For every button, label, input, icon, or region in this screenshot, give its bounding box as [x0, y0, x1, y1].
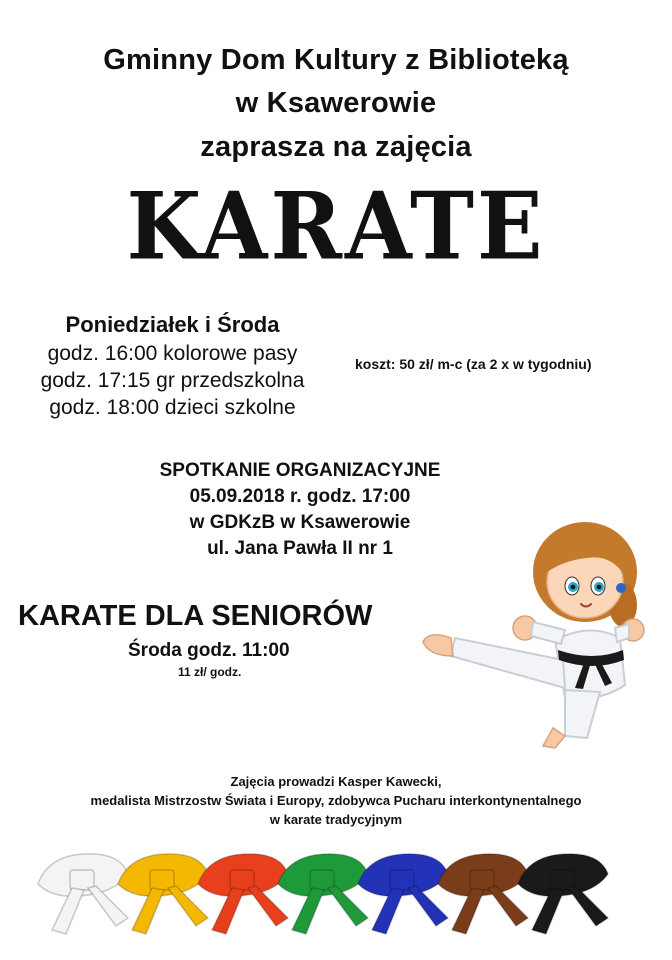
header-line-3: zaprasza na zajęcia: [200, 131, 472, 163]
karate-belts-icon: [30, 842, 642, 938]
cost-info: koszt: 50 zł/ m-c (za 2 x w tygodniu): [355, 356, 592, 372]
bent-leg: [565, 690, 600, 738]
schedule-slot: godz. 17:15 gr przedszkolna: [40, 369, 305, 392]
instructor-line-2: medalista Mistrzostw Świata i Europy, zdobywca Pucharu interkontynentalnego: [90, 793, 582, 808]
belt: [438, 854, 528, 934]
seniors-title: KARATE DLA SENIORÓW: [18, 600, 373, 632]
header-line-1: Gminny Dom Kultury z Biblioteką: [103, 44, 569, 76]
belt: [518, 854, 608, 934]
instructor-info: [0, 772, 672, 829]
belt: [198, 854, 288, 934]
meeting-date: 05.09.2018 r. godz. 17:00: [189, 486, 411, 507]
schedule: [0, 310, 345, 421]
belt: [38, 854, 128, 934]
kicking-leg: [451, 638, 565, 688]
schedule-slot: godz. 18:00 dzieci szkolne: [49, 396, 296, 419]
karate-girl-icon: [415, 510, 660, 755]
belt: [358, 854, 448, 934]
schedule-days: Poniedziałek i Środa: [65, 312, 280, 337]
foot: [423, 635, 453, 656]
seniors-price: 11 zł/ godz.: [178, 665, 242, 679]
meeting-street: ul. Jana Pawła II nr 1: [207, 538, 393, 559]
instructor-line-1: Zajęcia prowadzi Kasper Kawecki,: [230, 774, 442, 789]
belt: [278, 854, 368, 934]
schedule-slot: godz. 16:00 kolorowe pasy: [47, 342, 298, 365]
meeting-place: w GDKzB w Ksawerowie: [189, 512, 411, 533]
meeting-title: SPOTKANIE ORGANIZACYJNE: [159, 460, 441, 481]
karate-title: KARATE: [126, 171, 546, 281]
seniors-time: Środa godz. 11:00: [128, 640, 290, 661]
header-line-2: w Ksawerowie: [235, 87, 437, 119]
belt: [118, 854, 208, 934]
instructor-line-3: w karate tradycyjnym: [269, 812, 403, 827]
back-foot: [543, 728, 565, 748]
